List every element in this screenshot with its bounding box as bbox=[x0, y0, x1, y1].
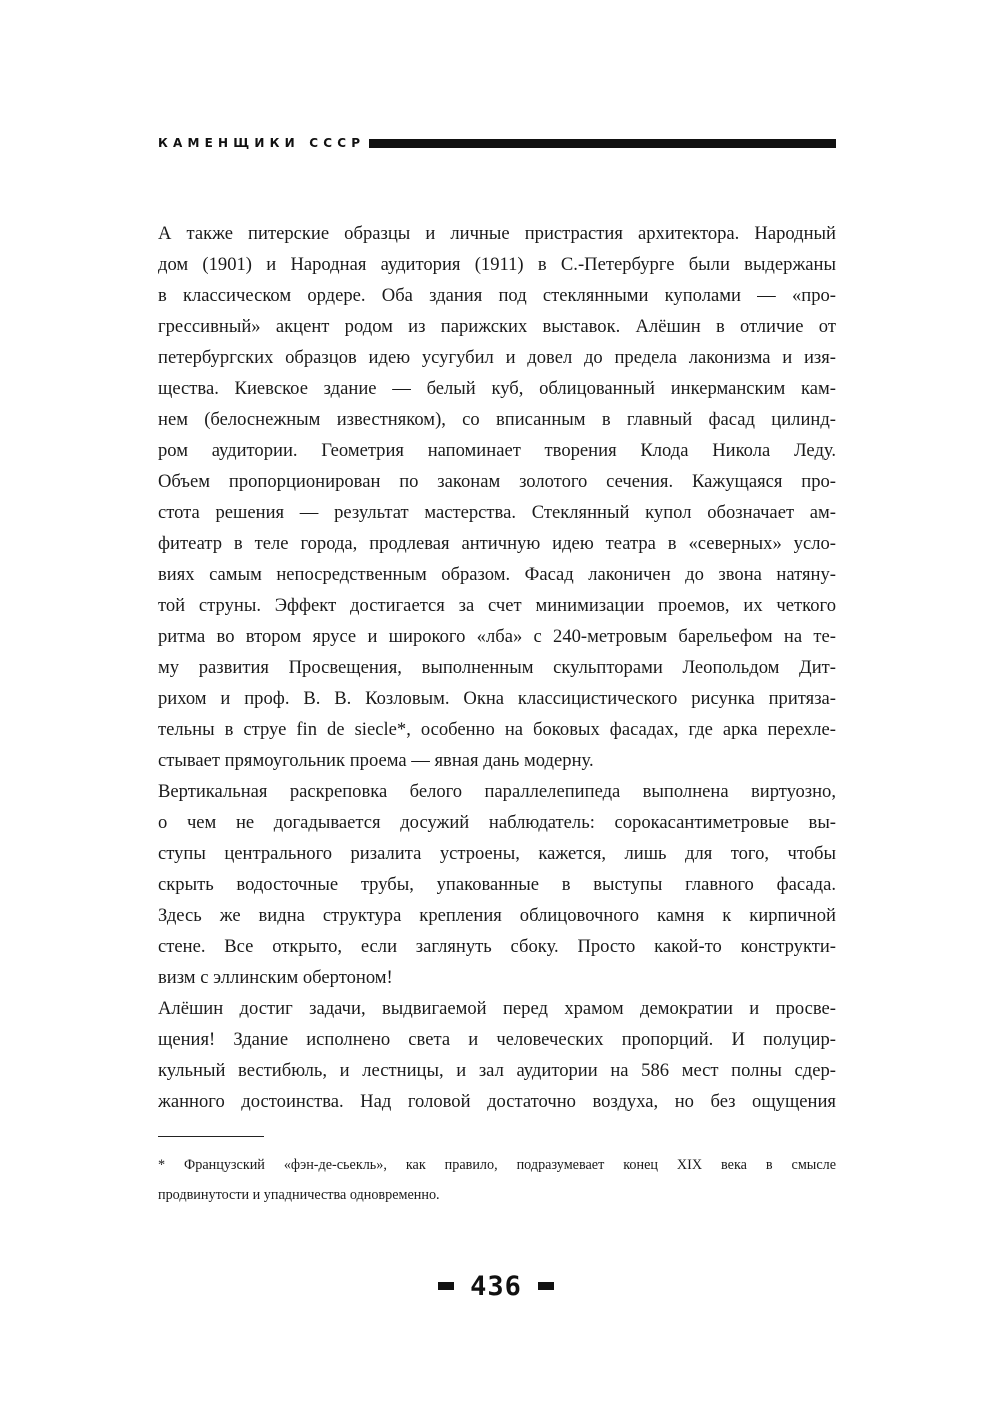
text-line: визм с эллинским обертоном! bbox=[158, 967, 393, 988]
text-line: Объем пропорционирован по законам золотого сечения. Кажущаяся про- bbox=[158, 471, 836, 492]
text-line: Здесь же видна структура крепления облицовочного камня к кирпичной bbox=[158, 905, 836, 926]
text-line: дом (1901) и Народная аудитория (1911) в С.-Петербурге были выдержаны bbox=[158, 254, 836, 275]
header-rule bbox=[369, 139, 836, 148]
running-title: КАМЕНЩИКИ СССР bbox=[158, 136, 366, 150]
footnote bbox=[158, 1150, 836, 1210]
text-line: скрыть водосточные трубы, упакованные в выступы главного фасада. bbox=[158, 874, 836, 895]
text-line: кульный вестибюль, и лестницы, и зал аудитории на 586 мест полны сдер- bbox=[158, 1060, 836, 1081]
text-line: фитеатр в теле города, продлевая античную идею театра в «северных» усло- bbox=[158, 533, 836, 554]
text-line: Вертикальная раскреповка белого параллелепипеда выполнена виртуозно, bbox=[158, 781, 836, 802]
text-line: ром аудитории. Геометрия напоминает творения Клода Никола Леду. bbox=[158, 440, 836, 461]
text-line: стывает прямоугольник проема — явная дань модерну. bbox=[158, 750, 594, 771]
page-number: 436 bbox=[470, 1270, 522, 1302]
text-line: стене. Все открыто, если заглянуть сбоку. Просто какой-то конструкти- bbox=[158, 936, 836, 957]
text-line: жанного достоинства. Над головой достаточно воздуха, но без ощущения bbox=[158, 1091, 836, 1112]
text-line: стота решения — результат мастерства. Стеклянный купол обозначает ам- bbox=[158, 502, 836, 523]
text-line: рихом и проф. В. В. Козловым. Окна классицистического рисунка притяза- bbox=[158, 688, 836, 709]
text-line: петербургских образцов идею усугубил и довел до предела лаконизма и изя- bbox=[158, 347, 836, 368]
body-text bbox=[158, 218, 836, 1117]
paragraph bbox=[158, 993, 836, 1117]
text-line: виях самым непосредственным образом. Фасад лаконичен до звона натяну- bbox=[158, 564, 836, 585]
footnote-rule bbox=[158, 1136, 264, 1137]
paragraph bbox=[158, 776, 836, 993]
text-line: му развития Просвещения, выполненным скульпторами Леопольдом Дит- bbox=[158, 657, 836, 678]
footnote-line: * Французский «фэн-де-сьекль», как правило, подразумевает конец XIX века в смысле bbox=[158, 1157, 836, 1173]
text-line: А также питерские образцы и личные пристрастия архитектора. Народный bbox=[158, 223, 836, 244]
footnote-line: продвинутости и упадничества одновременно. bbox=[158, 1187, 440, 1203]
folio-mark-right bbox=[538, 1282, 554, 1290]
text-line: тельны в струе fin de siecle*, особенно на боковых фасадах, где арка перехле- bbox=[158, 719, 836, 740]
text-line: о чем не догадывается досужий наблюдатель: сорокасантиметровые вы- bbox=[158, 812, 836, 833]
text-line: щения! Здание исполнено света и человеческих пропорций. И полуцир- bbox=[158, 1029, 836, 1050]
text-line: ступы центрального ризалита устроены, кажется, лишь для того, чтобы bbox=[158, 843, 836, 864]
paragraph bbox=[158, 218, 836, 776]
running-header bbox=[158, 132, 836, 154]
text-line: щества. Киевское здание — белый куб, облицованный инкерманским кам- bbox=[158, 378, 836, 399]
text-line: той струны. Эффект достигается за счет минимизации проемов, их четкого bbox=[158, 595, 836, 616]
folio-mark-left bbox=[438, 1282, 454, 1290]
text-line: грессивный» акцент родом из парижских выставок. Алёшин в отличие от bbox=[158, 316, 836, 337]
text-line: нем (белоснежным известняком), со вписанным в главный фасад цилинд- bbox=[158, 409, 836, 430]
text-line: в классическом ордере. Оба здания под стеклянными куполами — «про- bbox=[158, 285, 836, 306]
text-line: ритма во втором ярусе и широкого «лба» с 240-метровым барельефом на те- bbox=[158, 626, 836, 647]
text-line: Алёшин достиг задачи, выдвигаемой перед храмом демократии и просве- bbox=[158, 998, 836, 1019]
page-number-block bbox=[0, 1268, 992, 1304]
